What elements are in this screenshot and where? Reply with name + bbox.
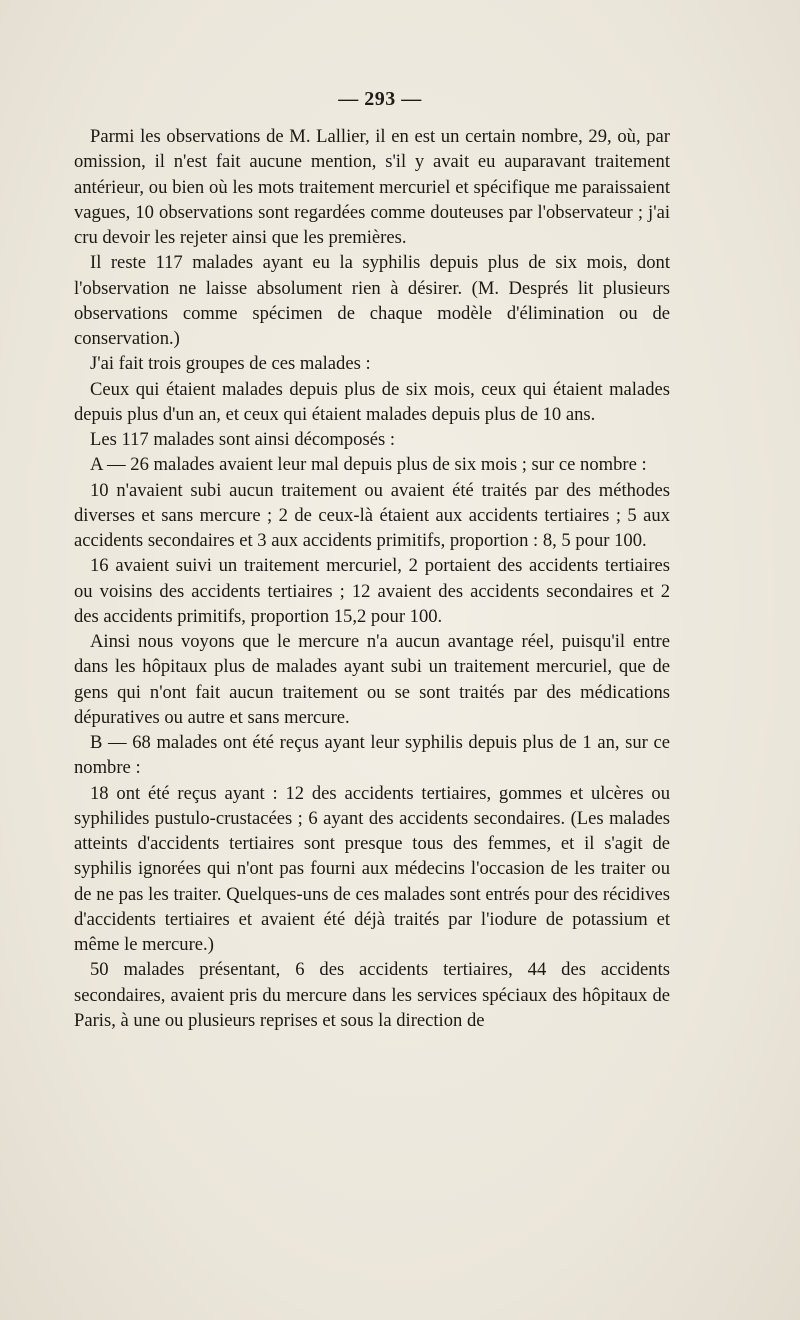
paragraph: 16 avaient suivi un traitement mercuriel, 2 portaient des accidents tertiaires ou voisins des accidents tertiaires ; 12 avaient des accidents secondaires et 2 des accidents primitifs, proportion 15,2 pour 100. (74, 555, 670, 627)
paragraph: A — 26 malades avaient leur mal depuis plus de six mois ; sur ce nombre : (90, 454, 647, 476)
paragraph: 50 malades présentant, 6 des accidents tertiaires, 44 des accidents secondaires, avaient pris du mercure dans les services spéciaux des hôpitaux de Paris, à une ou plusieurs reprises et sous la direction de (74, 959, 670, 1031)
page-number: — 293 — (338, 88, 422, 110)
paragraph: Il reste 117 malades ayant eu la syphilis depuis plus de six mois, dont l'observation ne laisse absolument rien à désirer. (M. Després lit plusieurs observations comme spécimen de chaque modèle d'élimination ou de conservation.) (74, 252, 670, 349)
paragraph: Les 117 malades sont ainsi décomposés : (90, 429, 396, 450)
paragraph: 18 ont été reçus ayant : 12 des accidents tertiaires, gommes et ulcères ou syphilides pustulo-crustacées ; 6 ayant des accidents secondaires. (Les malades atteints d'accidents tertiaires sont presque tous des femmes, et il s'agit de syphilis ignorées qui n'ont pas fourni aux médecins l'occasion de les traiter ou de ne pas les traiter. Quelques-uns de ces malades sont entrés pour des récidives d'accidents tertiaires et avaient été déjà traités par l'iodure de potassium et même le mercure.) (74, 782, 670, 955)
paragraph: Ceux qui étaient malades depuis plus de six mois, ceux qui étaient malades depuis plus d'un an, et ceux qui étaient malades depuis plus de 10 ans. (74, 378, 670, 425)
paragraph: 10 n'avaient subi aucun traitement ou avaient été traités par des méthodes diverses et sans mercure ; 2 de ceux-là étaient aux accidents tertiaires ; 5 aux accidents secondaires et 3 aux accidents primitifs, proportion : 8, 5 pour 100. (74, 479, 670, 551)
body-text (74, 124, 670, 1033)
paragraph: Ainsi nous voyons que le mercure n'a aucun avantage réel, puisqu'il entre dans les hôpitaux plus de malades ayant subi un traitement mercuriel, que de gens qui n'ont fait aucun traitement ou se sont traités par des médications dépuratives ou autre et sans mercure. (74, 631, 670, 728)
paragraph: B — 68 malades ont été reçus ayant leur syphilis depuis plus de 1 an, sur ce nombre : (74, 732, 670, 779)
paragraph: J'ai fait trois groupes de ces malades : (90, 353, 371, 375)
paragraph: Parmi les observations de M. Lallier, il en est un certain nombre, 29, où, par omission, il n'est fait aucune mention, s'il y avait eu auparavant traitement antérieur, ou bien où les mots traitement mercuriel et spécifique me paraissaient vagues, 10 observations sont regardées comme douteuses par l'observateur ; j'ai cru devoir les rejeter ainsi que les premières. (74, 126, 670, 248)
